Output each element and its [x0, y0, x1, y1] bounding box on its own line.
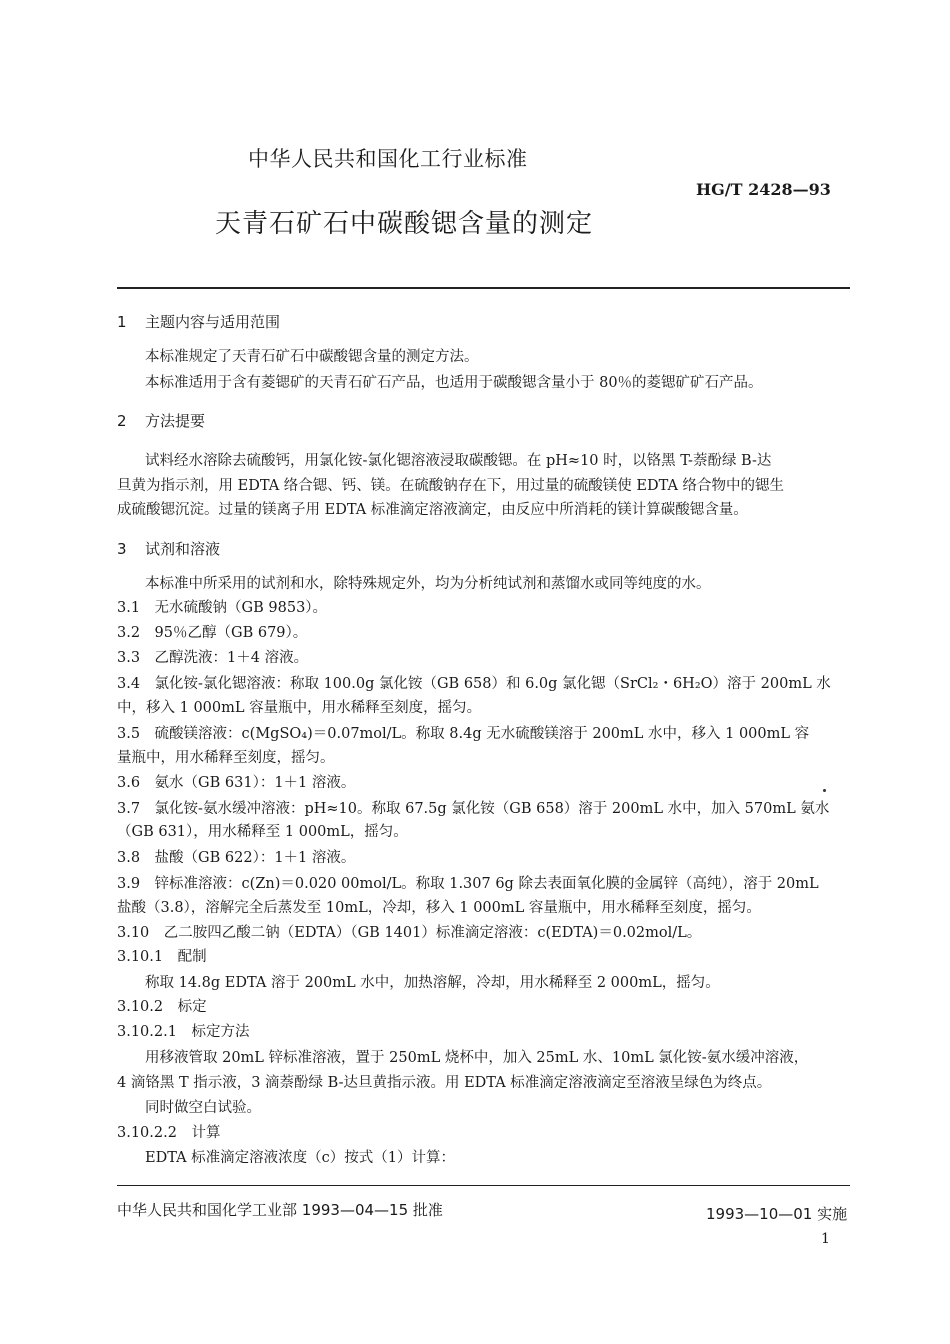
item-3-10-2-1-line-1: 用移液管取 20mL 锌标准溶液，置于 250mL 烧杯中，加入 25mL 水、10mL 氯化铵-氨水缓冲溶液，: [145, 1050, 809, 1066]
item-3-10-2-2-heading: 3.10.2.2 计算: [117, 1125, 221, 1141]
item-3-5-line-2: 量瓶中，用水稀释至刻度，摇匀。: [117, 750, 335, 766]
item-3-4-line-2: 中，移入 1 000mL 容量瓶中，用水稀释至刻度，摇匀。: [117, 700, 482, 716]
item-3-5-line-1: 3.5 硫酸镁溶液：c(MgSO₄)＝0.07mol/L。称取 8.4g 无水硫酸镁溶于 200mL 水中，移入 1 000mL 容: [117, 726, 810, 742]
item-3-4-line-1: 3.4 氯化铵-氯化锶溶液：称取 100.0g 氯化铵（GB 658）和 6.0g 氯化锶（SrCl₂・6H₂O）溶于 200mL 水: [117, 676, 831, 692]
section-2-number: 2: [117, 412, 127, 430]
scan-speck: [823, 789, 826, 792]
standard-issuer-title: 中华人民共和国化工行业标准: [248, 147, 528, 171]
section-2-line-2: 旦黄为指示剂，用 EDTA 络合锶、钙、镁。在硫酸钠存在下，用过量的硫酸镁使 EDTA 络合物中的锶生: [117, 478, 785, 494]
item-3-2: 3.2 95％乙醇（GB 679）。: [117, 625, 308, 641]
item-3-7-line-1: 3.7 氯化铵-氨水缓冲溶液：pH≈10。称取 67.5g 氯化铵（GB 658）溶于 200mL 水中，加入 570mL 氨水: [117, 801, 830, 817]
item-3-10-2-2-text: EDTA 标准滴定溶液浓度（c）按式（1）计算：: [145, 1150, 456, 1166]
section-1-number: 1: [117, 313, 127, 331]
section-3-number: 3: [117, 540, 127, 558]
item-3-10-1-heading: 3.10.1 配制: [117, 949, 207, 965]
item-3-10-2-1-heading: 3.10.2.1 标定方法: [117, 1024, 250, 1040]
section-1-heading: [117, 311, 280, 332]
item-3-8: 3.8 盐酸（GB 622）：1＋1 溶液。: [117, 850, 356, 866]
footer-rule: [117, 1185, 850, 1186]
implementation-date: 1993—10—01 实施: [706, 1205, 848, 1223]
section-2-line-3: 成硫酸锶沉淀。过量的镁离子用 EDTA 标准滴定溶液滴定，由反应中所消耗的镁计算碳酸锶含量。: [117, 502, 748, 518]
item-3-10-1-text: 称取 14.8g EDTA 溶于 200mL 水中，加热溶解，冷却，用水稀释至 2 000mL，摇匀。: [145, 975, 720, 991]
item-3-1: 3.1 无水硫酸钠（GB 9853）。: [117, 600, 328, 616]
approval-line: 中华人民共和国化学工业部 1993—04—15 批准: [117, 1201, 443, 1219]
item-3-9-line-1: 3.9 锌标准溶液：c(Zn)＝0.020 00mol/L。称取 1.307 6g 除去表面氧化膜的金属锌（高纯），溶于 20mL: [117, 876, 819, 892]
section-2-heading: [117, 410, 205, 431]
header-rule: [117, 287, 850, 289]
section-3-heading: [117, 538, 220, 559]
item-3-7-line-2: （GB 631），用水稀释至 1 000mL，摇匀。: [117, 824, 408, 840]
item-3-10-2-heading: 3.10.2 标定: [117, 999, 207, 1015]
standard-code: HG/T 2428—93: [696, 180, 831, 199]
page-number: 1: [821, 1231, 830, 1247]
item-3-3: 3.3 乙醇洗液：1＋4 溶液。: [117, 650, 309, 666]
section-1-paragraph-2: 本标准适用于含有菱锶矿的天青石矿石产品，也适用于碳酸锶含量小于 80％的菱锶矿矿石产品。: [145, 375, 763, 391]
section-2-line-1: 试料经水溶除去硫酸钙，用氯化铵-氯化锶溶液浸取碳酸锶。在 pH≈10 时，以铬黑 T-萘酚绿 B-达: [145, 453, 772, 469]
item-3-10: 3.10 乙二胺四乙酸二钠（EDTA）（GB 1401）标准滴定溶液：c(EDTA)＝0.02mol/L。: [117, 925, 702, 941]
section-3-title: 试剂和溶液: [145, 540, 221, 558]
section-2-title: 方法提要: [145, 412, 206, 430]
section-1-paragraph-1: 本标准规定了天青石矿石中碳酸锶含量的测定方法。: [145, 349, 479, 365]
section-3-intro: 本标准中所采用的试剂和水，除特殊规定外，均为分析纯试剂和蒸馏水或同等纯度的水。: [145, 576, 711, 592]
item-3-10-2-1-line-2: 4 滴铬黑 T 指示液，3 滴萘酚绿 B-达旦黄指示液。用 EDTA 标准滴定溶液滴定至溶液呈绿色为终点。: [117, 1075, 772, 1091]
item-3-6: 3.6 氨水（GB 631）：1＋1 溶液。: [117, 775, 356, 791]
item-3-10-2-1-line-3: 同时做空白试验。: [145, 1100, 261, 1116]
item-3-9-line-2: 盐酸（3.8），溶解完全后蒸发至 10mL，冷却，移入 1 000mL 容量瓶中，用水稀释至刻度，摇匀。: [117, 900, 761, 916]
section-1-title: 主题内容与适用范围: [145, 313, 281, 331]
document-title: 天青石矿石中碳酸锶含量的测定: [215, 209, 594, 239]
